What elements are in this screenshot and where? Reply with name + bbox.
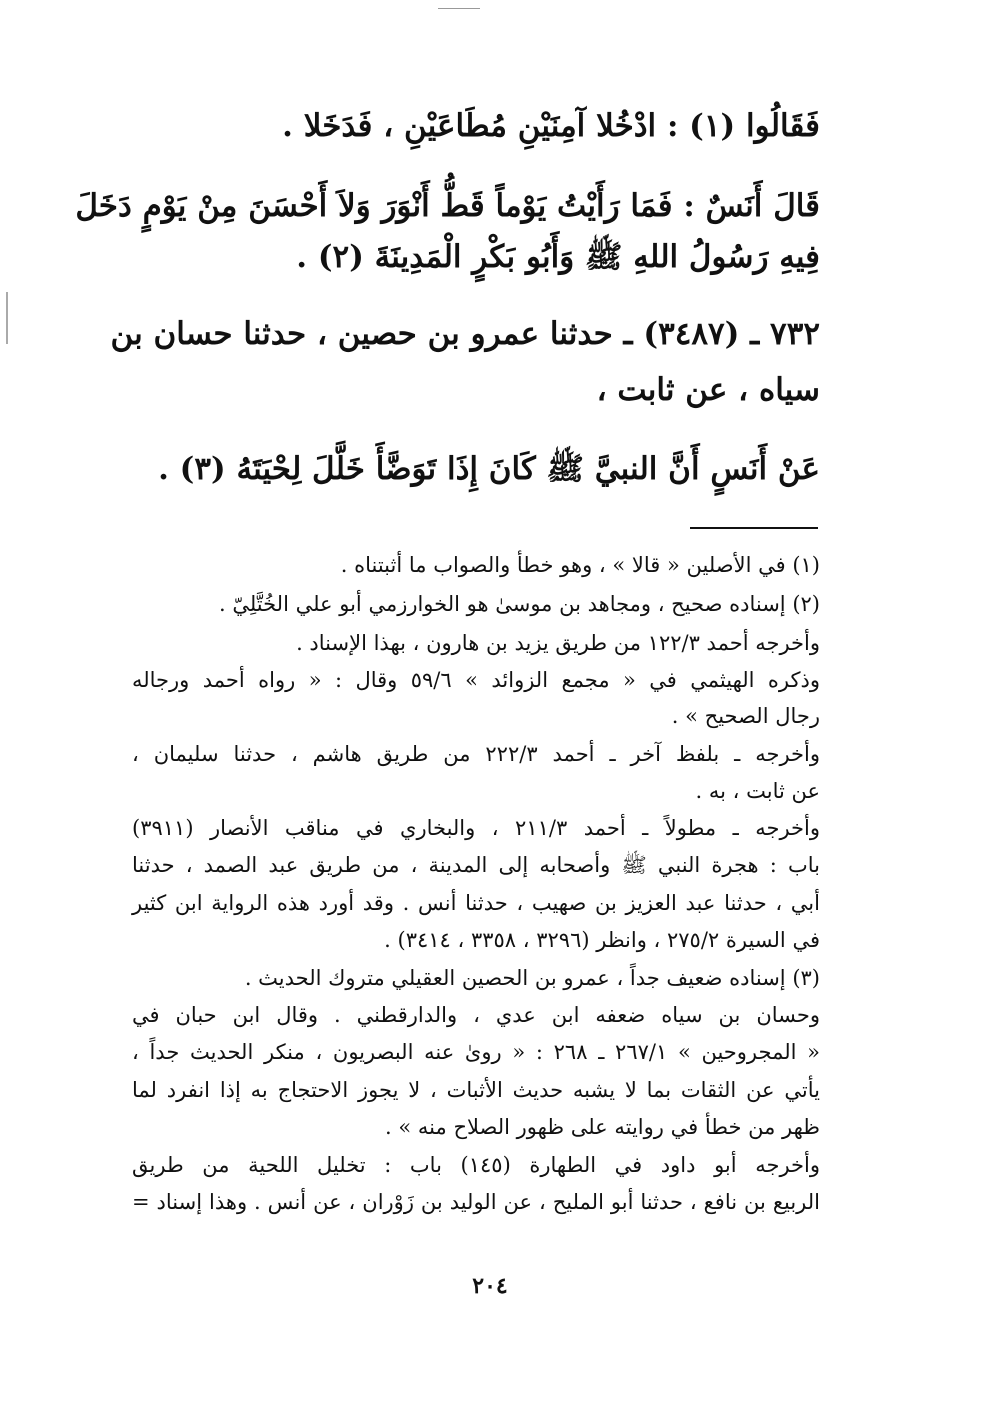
footnote-line-12: (٣) إسناده ضعيف جداً ، عمرو بن الحصين العقيلي متروك الحديث .: [244, 966, 820, 990]
footnote-separator: [690, 527, 818, 529]
top-rule: [438, 8, 480, 9]
footnote-line-4: وذكره الهيثمي في « مجمع الزوائد » ٥٩/٦ وقال : « رواه أحمد ورجاله: [132, 668, 820, 692]
main-line-6: عَنْ أَنَسٍ أَنَّ النبيَّ ﷺ كَانَ إِذَا تَوَضَّأَ خَلَّلَ لِحْيَتَهُ (٣) .: [158, 451, 820, 487]
footnote-line-16: ظهر من خطأ في روايته على ظهور الصلاح منه » .: [385, 1115, 820, 1139]
footnote-line-13: وحسان بن سياه ضعفه ابن عدي ، والدارقطني . وقال ابن حبان في: [132, 1003, 820, 1027]
page-number: ٢٠٤: [472, 1273, 508, 1299]
footnote-line-14: « المجروحين » ٢٦٧/١ ـ ٢٦٨ : « روىٰ عنه البصريون ، منكر الحديث جداً ،: [132, 1040, 820, 1064]
footnote-line-1: (١) في الأصلين « قالا » ، وهو خطأ والصواب ما أثبتناه .: [340, 553, 820, 577]
main-line-2: قَالَ أَنَسٌ : فَمَا رَأَيْتُ يَوْماً قَطُّ أَنْوَرَ وَلاَ أَحْسَنَ مِنْ يَوْمٍ دَخَلَ: [75, 188, 820, 224]
main-line-4: ٧٣٢ ـ (٣٤٨٧) ـ حدثنا عمرو بن حصين ، حدثنا حسان بن: [110, 316, 820, 352]
footnote-line-15: يأتي عن الثقات بما لا يشبه حديث الأثبات ، لا يجوز الاحتجاج به إذا انفرد لما: [132, 1078, 820, 1102]
footnote-line-17: وأخرجه أبو داود في الطهارة (١٤٥) باب : تخليل اللحية من طريق: [132, 1153, 820, 1177]
margin-mark: [6, 292, 8, 344]
main-line-1: فَقَالُوا (١) : ادْخُلا آمِنَيْنِ مُطَاعَيْنِ ، فَدَخَلا .: [282, 108, 820, 144]
footnote-line-2: (٢) إسناده صحيح ، ومجاهد بن موسىٰ هو الخوارزمي أبو علي الخُتَّلِيّ .: [218, 592, 820, 616]
footnote-line-11: في السيرة ٢٧٥/٢ ، وانظر (٣٢٩٦ ، ٣٣٥٨ ، ٣٤١٤) .: [384, 928, 820, 952]
footnote-line-5: رجال الصحيح » .: [671, 704, 820, 728]
footnote-line-9: باب : هجرة النبي ﷺ وأصحابه إلى المدينة ، من طريق عبد الصمد ، حدثنا: [132, 853, 820, 877]
footnote-line-6: وأخرجه ـ بلفظ آخر ـ أحمد ٢٢٢/٣ من طريق هاشم ، حدثنا سليمان ،: [132, 742, 820, 766]
main-line-5: سياه ، عن ثابت ،: [596, 372, 820, 408]
footnote-line-18: الربيع بن نافع ، حدثنا أبو المليح ، عن الوليد بن زَوْران ، عن أنس . وهذا إسناد =: [132, 1190, 820, 1214]
footnote-line-7: عن ثابت ، به .: [695, 779, 820, 803]
main-line-3: فِيهِ رَسُولُ اللهِ ﷺ وَأَبُو بَكْرٍ الْمَدِينَةَ (٢) .: [296, 239, 820, 275]
footnote-line-10: أبي ، حدثنا عبد العزيز بن صهيب ، حدثنا أنس . وقد أورد هذه الرواية ابن كثير: [132, 891, 820, 915]
footnote-line-8: وأخرجه ـ مطولاً ـ أحمد ٢١١/٣ ، والبخاري في مناقب الأنصار (٣٩١١): [132, 816, 821, 840]
footnote-line-3: وأخرجه أحمد ١٢٢/٣ من طريق يزيد بن هارون ، بهذا الإسناد .: [296, 631, 820, 655]
